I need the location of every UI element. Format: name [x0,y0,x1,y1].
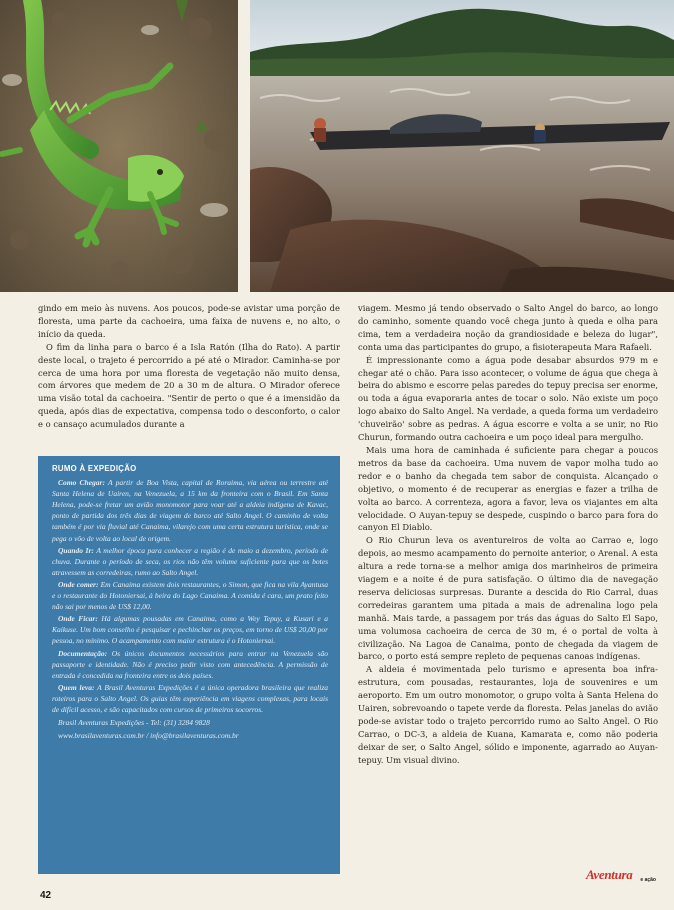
sidebar-contact-phone: Brasil Aventuras Expedições - Tel: (31) 3284 9828 [58,718,210,728]
sidebar-item-text: A Brasil Aventuras Expedições é a única operadora brasileira que realiza roteiros para o Salto Angel. Os guias têm experiência em viagens complexas, para locais de difícil acesso, e são capacitados com cursos de primeiros socorros. [52,682,328,714]
sidebar-item-label: Quem leva: [58,682,95,692]
sidebar-item [52,682,328,715]
magazine-logo [586,864,660,886]
sidebar-item-text: Em Canaima existem dois restaurantes, o Simon, que fica na vila Ayantusa e o restaurante do Hotoniersai, à beira do Lago Canaima. A comida é cara, um prato feito não sai por menos de US$ 12,00. [52,579,329,612]
expedition-info-box [38,456,340,874]
logo-subtitle: e ação [640,877,656,883]
logo-title: Aventura [586,867,633,882]
sidebar-item [52,545,328,578]
paragraph: Mais uma hora de caminhada é suficiente para chegar a poucos metros da base da cachoeira. Uma nuvem de vapor molha tudo ao redor e o banho da chegada tem sabor de conquista. Alcançado o objetivo, o momento é de recuperar as energias e fazer a trilha de volta ao barco. A correnteza, agora a favor, leva os viajantes em alta velocidade. O Auyan-tepuy se despede, cuspindo o barco para fora do canyon El Diablo. [358,444,658,533]
sidebar-item-text: Os únicos documentos necessários para entrar na Venezuela são passaporte e identidade. Não é preciso pedir visto com antecedência. A permissão de entrada é concedida na fronteira entre os dois países. [52,648,328,680]
paragraph: gindo em meio às nuvens. Aos poucos, pode-se avistar uma porção de floresta, uma parte da cachoeira, uma faixa de nuvens e, no alto, o início da queda. [38,303,340,339]
page-number: 42 [40,890,52,901]
article-column-left [38,302,340,431]
sidebar-title: RUMO À EXPEDIÇÃO [52,464,137,473]
sidebar-item [52,613,328,646]
sidebar-contact-web[interactable]: www.brasilaventuras.com.br / info@brasilaventuras.com.br [58,731,239,741]
paragraph: É impressionante como a água pode desabar absurdos 979 m e chegar até o chão. Para isso acontecer, o volume de água que chega à beira do abismo e escorre pelas paredes do tepuy precisa ser enorme, ou toda a água evaporaria antes de tocar o solo. Não existe um poço logo abaixo do Salto Angel. Na verdade, a queda forma um verdadeiro 'chuveirão' sobre as pedras. A água escorre e volta a se unir, no Rio Churun, formando outra cachoeira e um poço ideal para mergulho. [358,354,658,443]
sidebar-item-text: Há algumas pousadas em Canaima, como a Wey Tepuy, a Kusari e a Kaikuse. Um bom conselho é pesquisar e pechinchar os preços, em torno de US$ 20,00 por pessoa, no mínimo. O acampamento com maior estrutura é o Hotoniersai. [52,614,328,646]
paragraph: O fim da linha para o barco é a Isla Ratón (Ilha do Rato). A partir deste local, o trajeto é percorrido a pé até o Mirador. Caminha-se por cerca de uma hora por uma floresta de vegetação não muito densa, com árvores que medem de 20 a 30 m de altura. O Mirador oferece uma visão total da cachoeira. "Sentir de perto o que é a imensidão da queda, após dias de expectativa, compensa todo o desconforto, o calor e o cansaço acumulados durante a [38,341,340,430]
iguana-photo [0,0,238,292]
paragraph: A aldeia é movimentada pelo turismo e apresenta boa infra-estrutura, com pousadas, restaurantes, loja de souvenires e um aeroporto. Em um outro monomotor, o grupo volta à Santa Helena do Uairen, sobrevoando o tapete verde da floresta. Pelas janelas do avião pode-se avistar todo o trajeto percorrido rumo ao Salto Angel. O Rio Carrao, o DC-3, a aldeia de Kuana, Kamarata e, como não poderia deixar de ser, o Salto Angel, sólido e imponente, agarrado ao Auyan-tepuy. Um visual divino. [358,664,658,765]
sidebar-item-label: Quando Ir: [58,545,94,555]
paragraph: viagem. Mesmo já tendo observado o Salto Angel do barco, ao longo do caminho, somente quando você chega junto à queda e olha para cima, tem a verdadeira noção da grandiosidade e beleza do lugar", conta uma das participantes do grupo, a fisioterapeuta Mara Rafaeli. [358,303,658,352]
article-column-right [358,302,658,767]
sidebar-item [52,579,328,612]
sidebar-item [52,648,328,681]
paragraph: O Rio Churun leva os aventureiros de volta ao Carrao e, logo depois, ao mesmo acampamento do pernoite anterior, o Arenal. A esta altura a rede torna-se a melhor amiga dos marinheiros de primeira viagem e a noite é de pura satisfação. O último dia de navegação reserva deliciosas surpresas. Durante a descida do Rio Carral, duas corredeiras garantem uma pitada a mais de adrenalina logo pela manhã. Mais tarde, a passagem por trás das águas do Salto El Sapo, uma volumosa cachoeira de cerca de 30 m, é o portal de volta à civilização. Na Lagoa de Canaima, ponto de chegada da viagem de barco, o porto está sempre repleto de pequenas canoas indígenas. [358,535,658,662]
sidebar-item-label: Onde Ficar: [58,614,98,624]
boat-rapids-photo [250,0,674,292]
sidebar-item-text: A melhor época para conhecer a região é de maio a dezembro, período de chuva. Durante o período de seca, os rios não têm volume suficiente para que os botes atravessem as corredeiras, rumo ao Salto Angel. [52,545,329,577]
sidebar-item-label: Como Chegar: [58,478,105,488]
sidebar-item-label: Onde comer: [58,579,99,589]
sidebar-item-text: A partir de Boa Vista, capital de Roraima, via aérea ou terrestre até Santa Helena de Uairen, na Venezuela, a 15 km da fronteira com o Brasil. Em Santa Helena, pode-se fretar um avião monomotor para voar até a aldeia indígena de Kavac, ponto de partida dos três dias de viagem de barco até Salto Angel. O caminho de volta também é por via fluvial até Canaima, vilarejo com uma certa estrutura turística, onde se pega o vôo de volta ao local de origem. [52,478,329,543]
sidebar-item-label: Documentação: [58,648,108,658]
sidebar-item [52,477,328,544]
